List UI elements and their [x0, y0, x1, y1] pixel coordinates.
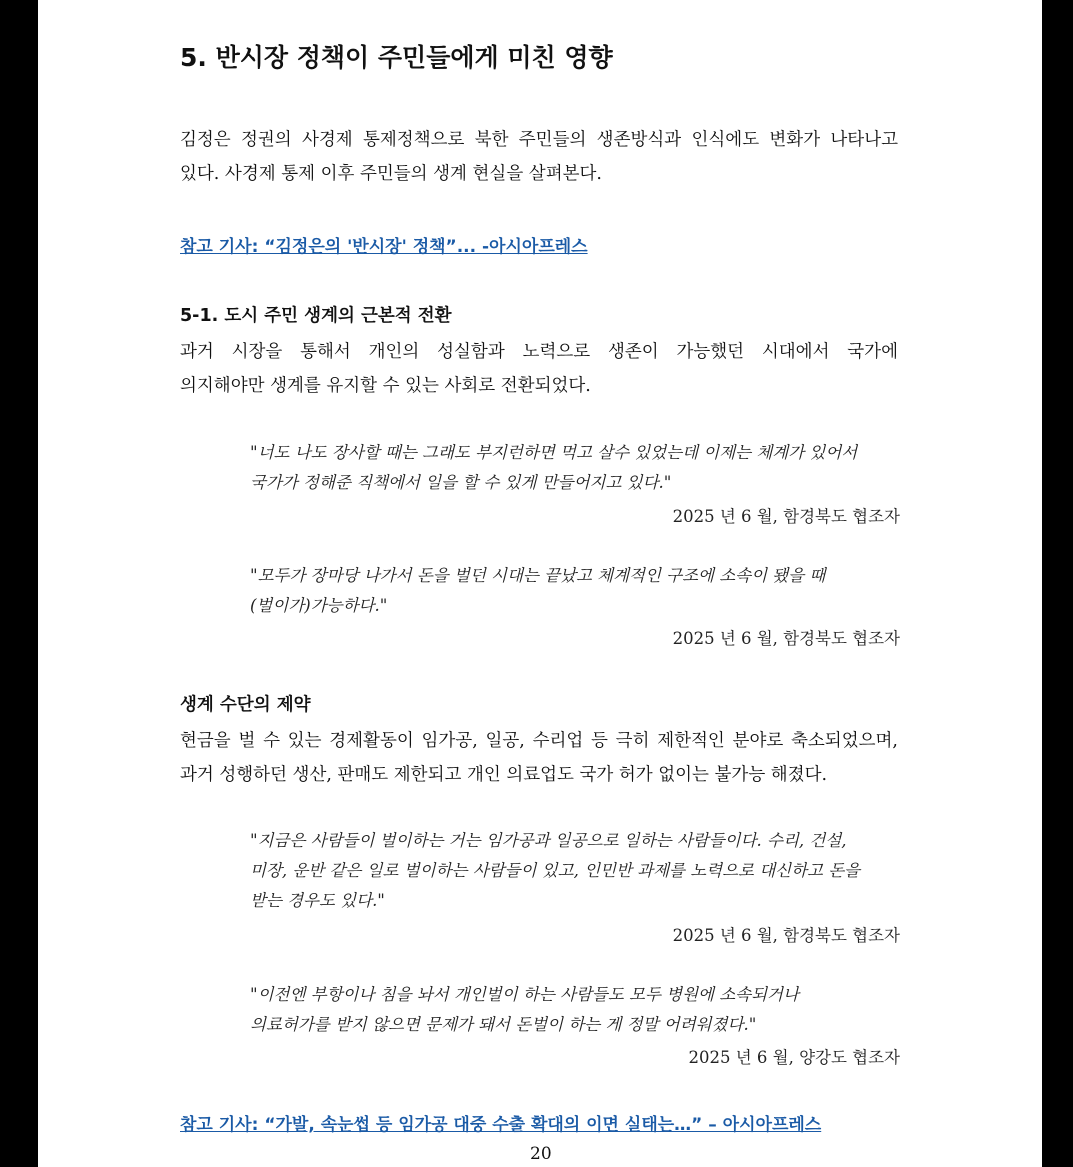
reference-link-2[interactable]: 참고 기사: “가발, 속눈썹 등 임가공 대중 수출 확대의 이면 실태는…” – 아시아프레스 [180, 1115, 822, 1135]
subsection-1-body [180, 335, 898, 403]
intro-line: 있다. 사경제 통제 이후 주민들의 생계 현실을 살펴본다. [180, 164, 602, 184]
body-line: 과거 시장을 통해서 개인의 성실함과 노력으로 생존이 가능했던 시대에서 국가에 [180, 342, 898, 362]
quote-line: "너도 나도 장사할 때는 그래도 부지런하면 먹고 살수 있었는데 이제는 체계가 있어서 [250, 443, 858, 462]
quote-line: 받는 경우도 있다." [250, 891, 385, 910]
body-line: 과거 성행하던 생산, 판매도 제한되고 개인 의료업도 국가 허가 없이는 불가능 해졌다. [180, 765, 828, 785]
quote-attribution: 2025 년 6 월, 함경북도 협조자 [672, 629, 900, 648]
page-number: 20 [530, 1144, 552, 1164]
quote-attribution: 2025 년 6 월, 양강도 협조자 [688, 1048, 900, 1067]
reference-link-1[interactable]: 참고 기사: “김정은의 '반시장' 정책”... -아시아프레스 [180, 237, 588, 257]
quote-block [250, 826, 860, 916]
quote-line: 국가가 정해준 직책에서 일을 할 수 있게 만들어지고 있다." [250, 473, 672, 492]
subsection-2-body [180, 724, 898, 792]
body-line: 의지해야만 생계를 유지할 수 있는 사회로 전환되었다. [180, 376, 591, 396]
subsection-2-heading: 생계 수단의 제약 [180, 695, 311, 715]
quote-line: "지금은 사람들이 벌이하는 거는 임가공과 일공으로 일하는 사람들이다. 수리, 건설, [250, 831, 847, 850]
subsection-1-heading: 5-1. 도시 주민 생계의 근본적 전환 [180, 306, 452, 326]
quote-line: (벌이가)가능하다." [250, 596, 388, 615]
intro-paragraph [180, 123, 898, 191]
quote-block [250, 438, 857, 498]
intro-line: 김정은 정권의 사경제 통제정책으로 북한 주민들의 생존방식과 인식에도 변화가 나타나고 [180, 130, 898, 150]
quote-line: "이전엔 부항이나 침을 놔서 개인벌이 하는 사람들도 모두 병원에 소속되거나 [250, 985, 799, 1004]
section-heading: 5. 반시장 정책이 주민들에게 미친 영향 [180, 43, 613, 72]
quote-block [250, 980, 799, 1040]
quote-line: "모두가 장마당 나가서 돈을 벌던 시대는 끝났고 체계적인 구조에 소속이 됐을 때 [250, 566, 826, 585]
quote-line: 미장, 운반 같은 일로 벌이하는 사람들이 있고, 인민반 과제를 노력으로 대신하고 돈을 [250, 861, 861, 880]
quote-line: 의료허가를 받지 않으면 문제가 돼서 돈벌이 하는 게 정말 어려워졌다." [250, 1015, 757, 1034]
quote-attribution: 2025 년 6 월, 함경북도 협조자 [672, 926, 900, 945]
document-page [38, 0, 1042, 1167]
body-line: 현금을 벌 수 있는 경제활동이 임가공, 일공, 수리업 등 극히 제한적인 분야로 축소되었으며, [180, 731, 898, 751]
quote-attribution: 2025 년 6 월, 함경북도 협조자 [672, 507, 900, 526]
quote-block [250, 561, 825, 621]
